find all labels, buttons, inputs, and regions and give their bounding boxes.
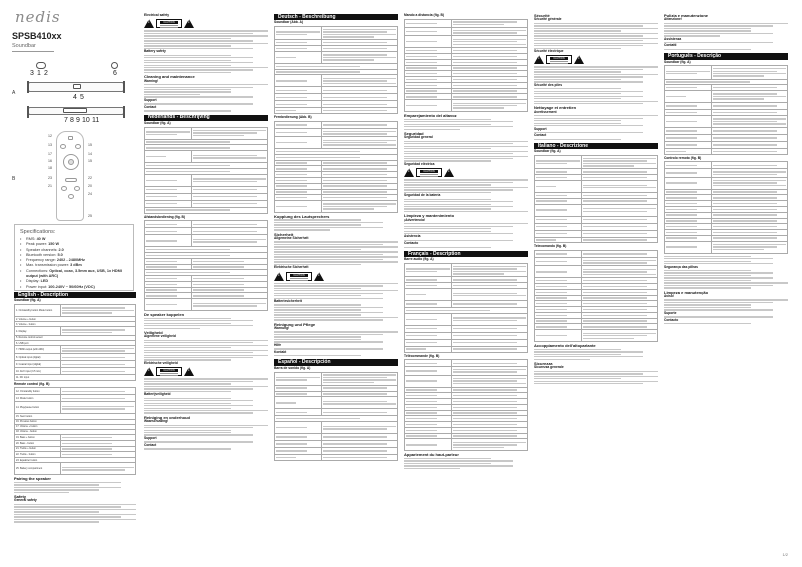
dutch-soundbar-table: [144, 127, 268, 214]
brand-logo: nedis: [15, 8, 61, 26]
page-number: 1/2: [782, 552, 788, 557]
french-pairing-heading: Appariement du haut-parleur: [404, 452, 459, 458]
english-general-safety-heading: General safety: [14, 498, 37, 503]
figure-a: [0, 0, 140, 130]
english-remote-table: 12. On/standby button 13. Mode button 14. Play/pause button 15. Next button 16. Previous button 17. Volume + button 18. Volume - button 19. Bass + button 20. Bass - button 21. Treble + button 22. Treble - button 23. Equalizer button 25. Battery compartment: [14, 387, 136, 475]
remote-callout-15: 15: [88, 159, 92, 163]
spanish-electrical-safety-heading: Seguridad eléctrica: [404, 161, 435, 166]
callout-3: 3: [30, 70, 34, 77]
italian-soundbar-heading: Soundbar (fig. A): [534, 149, 561, 154]
spanish-pairing-heading: Emparejamiento del altavoz: [404, 113, 457, 119]
italian-header: Italiano - Descrizione: [534, 143, 658, 149]
german-safety-heading: Sicherheit: [274, 231, 294, 237]
spec-connections: • Connections: Optical, coax, 3.5mm aux, USB, 1x HDMI output (with ARC): [20, 269, 128, 280]
callout-2: 2: [44, 70, 48, 77]
spanish-cleaning-heading: Limpieza y mantenimiento: [404, 213, 455, 219]
caution-label-icon: CAUTION: [156, 367, 182, 376]
remote-callout-23: 23: [48, 176, 52, 180]
dutch-remote-table: [144, 220, 268, 311]
portuguese-remote-table: [664, 161, 788, 253]
remote-treble-button: [74, 186, 80, 191]
warning-triangle-icon: [274, 272, 284, 281]
rear-connector-panel: [63, 108, 87, 113]
caution-symbols: [404, 168, 528, 177]
warning-triangle-icon: [184, 367, 194, 376]
figure-b-label: B: [12, 176, 16, 182]
english-battery-safety-heading: Battery safety: [144, 49, 166, 54]
callout-5: 5: [80, 94, 84, 101]
callout-6: 6: [113, 70, 117, 77]
dutch-safety-heading: Veiligheid: [144, 329, 163, 335]
specifications-title: Specifications:: [20, 229, 56, 235]
remote-control-diagram: [56, 131, 84, 221]
spanish-header: Español - Descripción: [274, 359, 398, 365]
french-soundbar-heading: Barre audio (fig. A): [404, 257, 434, 262]
portuguese-contact-heading: Contacto: [664, 317, 679, 322]
callout-1: 1: [37, 70, 41, 77]
dutch-header: Nederlands - Beschrijving: [144, 115, 268, 121]
german-electrical-safety-heading: Elektrische Sicherheit: [274, 265, 309, 270]
spanish-warning-heading: ¡Advertencia!: [404, 217, 426, 222]
spec-peak-power: • Peak power: 150 W: [20, 242, 128, 247]
english-remote-heading: Remote control (fig. B): [14, 381, 50, 386]
english-pairing-heading: Pairing the speaker: [14, 476, 51, 482]
column-french-italian: [534, 4, 658, 386]
german-cleaning-heading: Reinigung und Pflege: [274, 321, 316, 327]
remote-callout-12: 12: [48, 134, 52, 138]
dutch-electrical-safety-heading: Elektrische veiligheid: [144, 360, 178, 365]
english-contact-heading: Contact: [144, 104, 157, 109]
remote-bass-button: [61, 186, 67, 191]
dutch-remote-heading: Afstandsbediening (fig. B): [144, 214, 186, 219]
english-support-heading: Support: [144, 97, 157, 102]
dutch-warning-heading: Waarschuwing!: [144, 419, 169, 424]
remote-input-button: [65, 178, 77, 182]
remote-mute-button: [68, 194, 74, 199]
remote-callout-22: 22: [88, 176, 92, 180]
warning-triangle-icon: [144, 19, 154, 28]
french-contact-heading: Contact: [534, 133, 547, 138]
caution-label-icon: CAUTION: [416, 168, 442, 177]
french-cleaning-heading: Nettoyage et entretien: [534, 105, 577, 111]
english-header: English - Description: [14, 292, 136, 298]
french-battery-safety-heading: Sécurité des piles: [534, 82, 563, 87]
callout-7: 7: [64, 117, 68, 124]
remote-callout-14: 14: [88, 152, 92, 156]
german-support-heading: Hilfe: [274, 342, 282, 347]
french-warning-heading: Avertissement: [534, 109, 557, 114]
english-electrical-safety-heading: Electrical safety: [144, 13, 170, 17]
dutch-general-safety-heading: Algemene veiligheid: [144, 334, 176, 339]
italian-safety-heading: Sicurezza: [534, 360, 553, 366]
dutch-soundbar-heading: Soundbar (fig. A): [144, 120, 171, 125]
german-warning-heading: Warnung!: [274, 326, 290, 330]
portuguese-support-heading: Suporte: [664, 310, 677, 315]
spanish-contact-heading: Contacto: [404, 241, 419, 246]
spanish-remote-table: [404, 19, 528, 112]
callout-9: 9: [76, 117, 80, 124]
callout-4: 4: [73, 94, 77, 101]
warning-triangle-icon: [184, 19, 194, 28]
dutch-contact-heading: Contact: [144, 442, 157, 447]
italian-remote-heading: Telecomando (fig. B): [534, 244, 567, 249]
italian-warning-heading: Attenzione!: [664, 17, 682, 22]
remote-power-button: [68, 136, 73, 140]
caution-symbols: [274, 272, 398, 281]
spanish-general-safety-heading: Seguridad general: [404, 135, 433, 140]
french-remote-heading: Télécommande (fig. B): [404, 353, 440, 358]
english-safety-heading: Safety: [14, 494, 27, 500]
callout-10: 10: [82, 117, 90, 124]
spec-rms: • RMS: 40 W: [20, 237, 128, 242]
warning-triangle-icon: [144, 367, 154, 376]
spec-speaker-channels: • Speaker channels: 2.0: [20, 248, 128, 253]
spec-display: • Display: LED: [20, 279, 128, 284]
remote-callout-20: 20: [88, 184, 92, 188]
column-spanish-french: [404, 4, 528, 470]
german-pairing-heading: Kopplung des Lautsprechers: [274, 214, 330, 220]
warning-triangle-icon: [314, 272, 324, 281]
spec-frequency-range: • Frequency range: 2402 - 2480MHz: [20, 258, 128, 263]
remote-callout-21: 21: [48, 184, 52, 188]
spec-power-input: • Power input: 100-240V ~ 50/60Hz (VDC): [20, 285, 128, 290]
portuguese-warning-heading: Aviso!: [664, 293, 674, 298]
english-warning-heading: Warning!: [144, 78, 159, 83]
dutch-cleaning-heading: Reiniging en onderhoud: [144, 414, 190, 420]
model-number: SPSB410xx: [12, 31, 62, 41]
remote-callout-24: 24: [88, 192, 92, 196]
caution-label-icon: CAUTION: [156, 19, 182, 28]
callout-8: 8: [70, 117, 74, 124]
english-soundbar-table: 1. On/standby button Mode button 2. Volume + button 3. Volume - button 4. Display 5. Remote control sensor 6. USB port 7. HDMI output (with ARC) 8. Optical input (digital) 9. Coaxial input (digital) 10. AUX input (3.5 mm) 11. DC input: [14, 304, 136, 380]
caution-symbols: [144, 19, 268, 28]
caution-label-icon: CAUTION: [286, 272, 312, 281]
german-remote-heading: Fernbedienung (Abb. B): [274, 115, 312, 120]
portuguese-soundbar-heading: Soundbar (fig. A): [664, 59, 691, 64]
remote-callout-13: 13: [48, 143, 52, 147]
portuguese-soundbar-table: [664, 65, 788, 154]
german-soundbar-table: [274, 26, 398, 114]
remote-play-button: [68, 159, 74, 165]
dutch-battery-safety-heading: Batterijveiligheid: [144, 392, 171, 397]
remote-callout-25: 25: [88, 214, 92, 218]
french-support-heading: Support: [534, 126, 547, 131]
italian-pairing-heading: Accoppiamento dell'altoparlante: [534, 343, 596, 349]
column-2: [144, 4, 268, 451]
portuguese-remote-heading: Controlo remoto (fig. B): [664, 155, 702, 160]
french-general-safety-heading: Sécurité générale: [534, 17, 562, 22]
italian-cleaning-heading: Pulizia e manutenzione: [664, 13, 709, 18]
french-header: Français - Description: [404, 251, 528, 257]
top-control-panel: [36, 62, 46, 69]
german-battery-safety-heading: Batteriesicherheit: [274, 299, 302, 304]
warning-triangle-icon: [404, 168, 414, 177]
german-general-safety-heading: Allgemeine Sicherheit: [274, 236, 309, 241]
italian-contact-heading: Contatti: [664, 43, 677, 48]
remote-mode-button: [60, 144, 66, 149]
german-remote-table: [274, 121, 398, 213]
german-contact-heading: Kontakt: [274, 349, 287, 354]
callout-11: 11: [92, 117, 100, 124]
italian-remote-table: [534, 250, 658, 342]
french-soundbar-table: [404, 263, 528, 352]
italian-general-safety-heading: Sicurezza generale: [534, 365, 564, 370]
usb-port-diagram: [111, 62, 118, 69]
spec-transmission-power: • Max. transmission power: 3 dBm: [20, 263, 128, 268]
spanish-battery-safety-heading: Seguridad de la batería: [404, 193, 441, 198]
remote-callout-16: 16: [48, 159, 52, 163]
italian-soundbar-table: [534, 155, 658, 243]
remote-callout-18: 18: [48, 166, 52, 170]
spanish-safety-heading: Seguridad: [404, 130, 424, 136]
spanish-support-heading: Asistencia: [404, 234, 421, 239]
french-safety-heading: Sécurité: [534, 13, 550, 18]
column-english: [14, 292, 136, 524]
display-window: [73, 84, 81, 89]
french-electrical-safety-heading: Sécurité électrique: [534, 49, 564, 54]
portuguese-header: Português - Descrição: [664, 53, 788, 59]
spanish-remote-heading: Mando a distancia (fig. B): [404, 13, 444, 17]
english-cleaning-heading: Cleaning and maintenance: [144, 74, 195, 80]
french-remote-table: [404, 359, 528, 451]
warning-triangle-icon: [574, 55, 584, 64]
dutch-support-heading: Support: [144, 435, 157, 440]
spanish-soundbar-heading: Barra de sonido (fig. A): [274, 365, 311, 370]
product-name: Soundbar: [12, 43, 54, 52]
figure-a-label: A: [12, 90, 16, 96]
english-soundbar-heading: Soundbar (fig. A): [14, 298, 41, 303]
dutch-pairing-heading: De speaker koppelen: [144, 312, 185, 318]
german-header: Deutsch - Beschreibung: [274, 14, 398, 20]
specifications-box: [14, 224, 134, 291]
spec-bluetooth-version: • Bluetooth version: 5.0: [20, 253, 128, 258]
italian-support-heading: Assistenza: [664, 36, 682, 41]
portuguese-cleaning-heading: Limpeza e manutenção: [664, 289, 709, 295]
caution-symbols: [534, 55, 658, 64]
remote-callout-17: 17: [48, 152, 52, 156]
warning-triangle-icon: [534, 55, 544, 64]
remote-callout-19: 15: [88, 143, 92, 147]
specifications-list: [20, 237, 128, 290]
portuguese-battery-safety-heading: Segurança das pilhas: [664, 264, 698, 269]
caution-symbols: [144, 367, 268, 376]
column-italian-portuguese: [664, 4, 788, 326]
warning-triangle-icon: [444, 168, 454, 177]
column-german: [274, 4, 398, 463]
remote-eq-button: [75, 144, 81, 149]
spanish-soundbar-table: [274, 372, 398, 461]
german-soundbar-heading: Soundbar (Abb. A): [274, 20, 303, 25]
caution-label-icon: CAUTION: [546, 55, 572, 64]
